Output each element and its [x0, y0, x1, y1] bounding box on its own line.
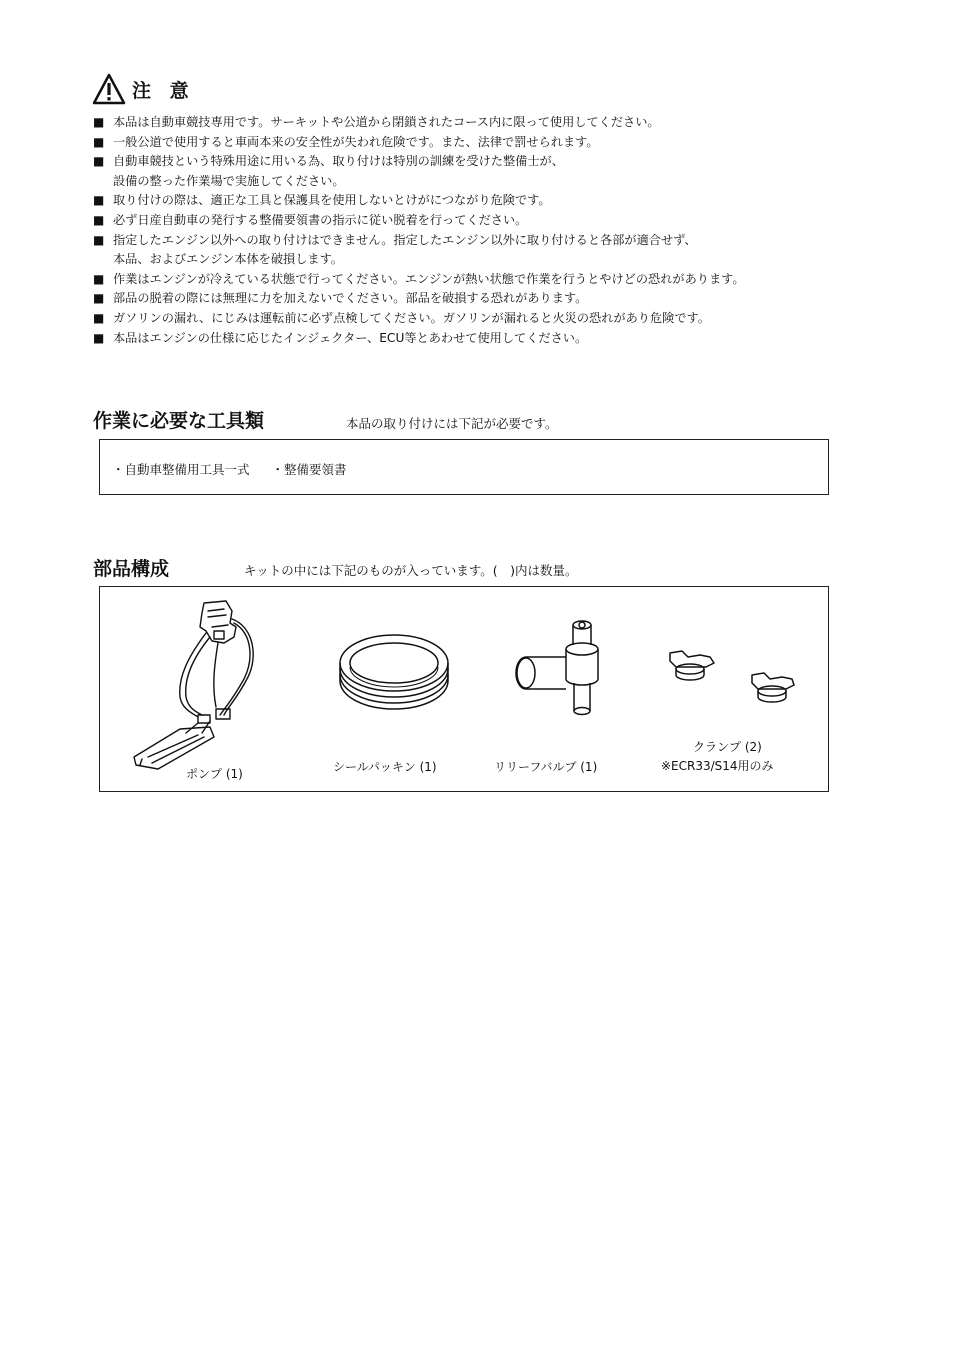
caution-item: ■ 一般公道で使用すると車両本来の安全性が失われ危険です。また、法律で罰せられます。 — [93, 133, 873, 153]
square-bullet-icon: ■ — [93, 212, 105, 227]
caution-item: ■ 部品の脱着の際には無理に力を加えないでください。部品を破損する恐れがあります。 — [93, 289, 873, 309]
square-bullet-icon: ■ — [93, 310, 105, 325]
caution-item: ■ 本品は自動車競技専用です。サーキットや公道から閉鎖されたコース内に限って使用してください。 — [93, 113, 873, 133]
caution-item: ■ 必ず日産自動車の発行する整備要領書の指示に従い脱着を行ってください。 — [93, 211, 873, 231]
caution-header — [92, 72, 195, 106]
caution-item-continuation: 本品、およびエンジン本体を破損します。 — [113, 252, 343, 267]
tool-item: ・整備要領書 — [271, 462, 347, 477]
caution-item: ■ 取り付けの際は、適正な工具と保護具を使用しないとけがにつながり危険です。 — [93, 191, 873, 211]
square-bullet-icon: ■ — [93, 232, 105, 247]
square-bullet-icon: ■ — [93, 134, 105, 149]
square-bullet-icon: ■ — [93, 330, 105, 345]
square-bullet-icon: ■ — [93, 271, 105, 286]
caution-list — [93, 113, 873, 348]
square-bullet-icon: ■ — [93, 154, 105, 169]
caution-item: ■ 自動車競技という特殊用途に用いる為、取り付けは特別の訓練を受けた整備士が、 — [93, 152, 873, 172]
caution-item: ■ 本品はエンジンの仕様に応じたインジェクター、ECU等とあわせて使用してください。 — [93, 329, 873, 349]
seal-packing-illustration — [336, 627, 452, 723]
tools-list — [112, 460, 347, 478]
tools-subtitle: 本品の取り付けには下記が必要です。 — [346, 416, 558, 431]
clamp-illustration — [666, 645, 798, 709]
caution-item-continuation: 設備の整った作業場で実施してください。 — [113, 173, 345, 188]
clamp-label: クランプ (2) — [693, 740, 762, 754]
square-bullet-icon: ■ — [93, 291, 105, 306]
parts-subtitle: キットの中には下記のものが入っています。( )内は数量。 — [244, 563, 578, 578]
parts-box — [99, 586, 829, 792]
relief-valve-label: リリーフバルブ (1) — [494, 760, 598, 774]
seal-packing-label: シールパッキン (1) — [333, 760, 437, 774]
clamp-note: ※ECR33/S14用のみ — [661, 759, 774, 773]
fuel-pump-illustration — [128, 597, 278, 777]
square-bullet-icon: ■ — [93, 193, 105, 208]
caution-item: ■ 作業はエンジンが冷えている状態で行ってください。エンジンが熱い状態で作業を行うとやけどの恐れがあります。 — [93, 270, 873, 290]
tools-box — [99, 439, 829, 495]
caution-item: ■ ガソリンの漏れ、にじみは運転前に必ず点検してください。ガソリンが漏れると火災の恐れがあり危険です。 — [93, 309, 873, 329]
relief-valve-illustration — [512, 615, 608, 721]
tool-item: ・自動車整備用工具一式 — [112, 462, 250, 477]
warning-icon — [92, 73, 126, 105]
caution-title: 注 意 — [132, 79, 195, 102]
tools-title: 作業に必要な工具類 — [93, 410, 265, 432]
parts-title: 部品構成 — [93, 558, 170, 580]
caution-item: ■ 指定したエンジン以外への取り付けはできません。指定したエンジン以外に取り付けると各部が適合せず、 — [93, 231, 873, 251]
pump-label: ポンプ (1) — [186, 767, 243, 781]
square-bullet-icon: ■ — [93, 115, 105, 129]
